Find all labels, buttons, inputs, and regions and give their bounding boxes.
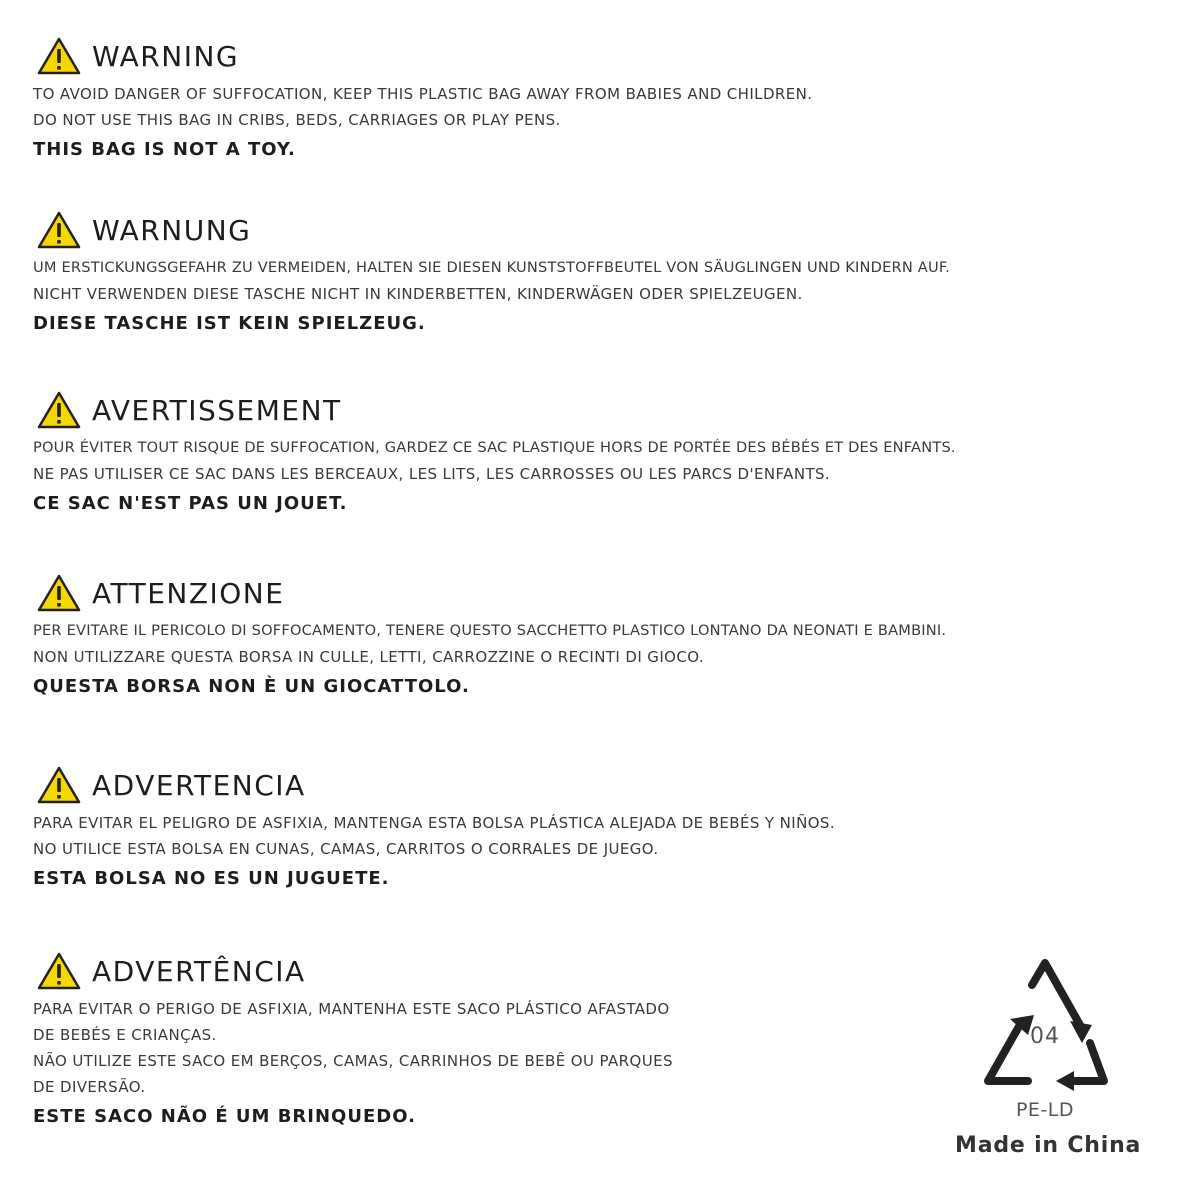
recycling-mark [955,955,1142,1158]
warning-line: PER EVITARE IL PERICOLO DI SOFFOCAMENTO, TENERE QUESTO SACCHETTO PLASTICO LONTANO DA NEONATI E BAMBINI. [33,622,947,639]
section-title: ADVERTENCIA [92,768,306,802]
warning-line: POUR ÉVITER TOUT RISQUE DE SUFFOCATION, GARDEZ CE SAC PLASTIQUE HORS DE PORTÉE DES BÉBÉS ET DES ENFANTS. [33,439,956,456]
warning-line: NE PAS UTILISER CE SAC DANS LES BERCEAUX, LES LITS, LES CARROSSES OU LES PARCS D'ENFANTS. [33,465,831,483]
warning-section-pt [33,948,673,1127]
origin-label: Made in China [955,1133,1142,1158]
warning-line: NÃO UTILIZE ESTE SACO EM BERÇOS, CAMAS, CARRINHOS DE BEBÊ OU PARQUES [33,1052,673,1070]
emphasis-line: ESTA BOLSA NO ES UN JUGUETE. [33,868,390,889]
material-label: PE-LD [1015,1099,1075,1121]
warning-line: NICHT VERWENDEN DIESE TASCHE NICHT IN KINDERBETTEN, KINDERWÄGEN ODER SPIELZEUGEN. [33,285,803,303]
warning-line: UM ERSTICKUNGSGEFAHR ZU VERMEIDEN, HALTEN SIE DIESEN KUNSTSTOFFBEUTEL VON SÄUGLINGEN UND KINDERN AUF. [33,259,950,276]
warning-line: DE DIVERSÃO. [33,1078,146,1096]
section-heading [36,207,950,253]
warning-section-es [33,762,835,889]
section-heading [36,948,673,994]
section-heading [36,33,812,79]
recycling-triangle-icon [970,955,1120,1095]
warning-triangle-icon [36,36,82,76]
section-title: AVERTISSEMENT [92,393,342,427]
recycling-code: 04 [1030,1024,1060,1049]
emphasis-line: QUESTA BORSA NON È UN GIOCATTOLO. [33,676,470,697]
warning-line: TO AVOID DANGER OF SUFFOCATION, KEEP THIS PLASTIC BAG AWAY FROM BABIES AND CHILDREN. [33,85,813,103]
warning-line: PARA EVITAR O PERIGO DE ASFIXIA, MANTENHA ESTE SACO PLÁSTICO AFASTADO [33,1000,670,1018]
emphasis-line: THIS BAG IS NOT A TOY. [33,139,296,160]
warning-triangle-icon [36,951,82,991]
warning-line: NO UTILICE ESTA BOLSA EN CUNAS, CAMAS, CARRITOS O CORRALES DE JUEGO. [33,840,659,858]
section-title: ADVERTÊNCIA [92,954,306,988]
section-title: WARNUNG [92,213,252,247]
warning-triangle-icon [36,210,82,250]
section-title: ATTENZIONE [92,576,285,610]
warning-section-de [33,207,950,334]
warning-triangle-icon [36,390,82,430]
section-title: WARNING [92,39,240,73]
emphasis-line: CE SAC N'EST PAS UN JOUET. [33,493,348,514]
warning-triangle-icon [36,573,82,613]
section-heading [36,762,835,808]
section-heading [36,570,946,616]
emphasis-line: ESTE SACO NÃO É UM BRINQUEDO. [33,1106,416,1127]
warning-line: DO NOT USE THIS BAG IN CRIBS, BEDS, CARRIAGES OR PLAY PENS. [33,111,561,129]
section-heading [36,387,956,433]
warning-section-it [33,570,946,697]
warning-line: DE BEBÉS E CRIANÇAS. [33,1026,217,1044]
warning-line: NON UTILIZZARE QUESTA BORSA IN CULLE, LETTI, CARROZZINE O RECINTI DI GIOCO. [33,648,705,666]
emphasis-line: DIESE TASCHE IST KEIN SPIELZEUG. [33,313,426,334]
warning-section-fr [33,387,956,514]
warning-line: PARA EVITAR EL PELIGRO DE ASFIXIA, MANTENGA ESTA BOLSA PLÁSTICA ALEJADA DE BEBÉS Y NIÑOS. [33,814,836,832]
warning-section-en [33,33,812,160]
warning-triangle-icon [36,765,82,805]
